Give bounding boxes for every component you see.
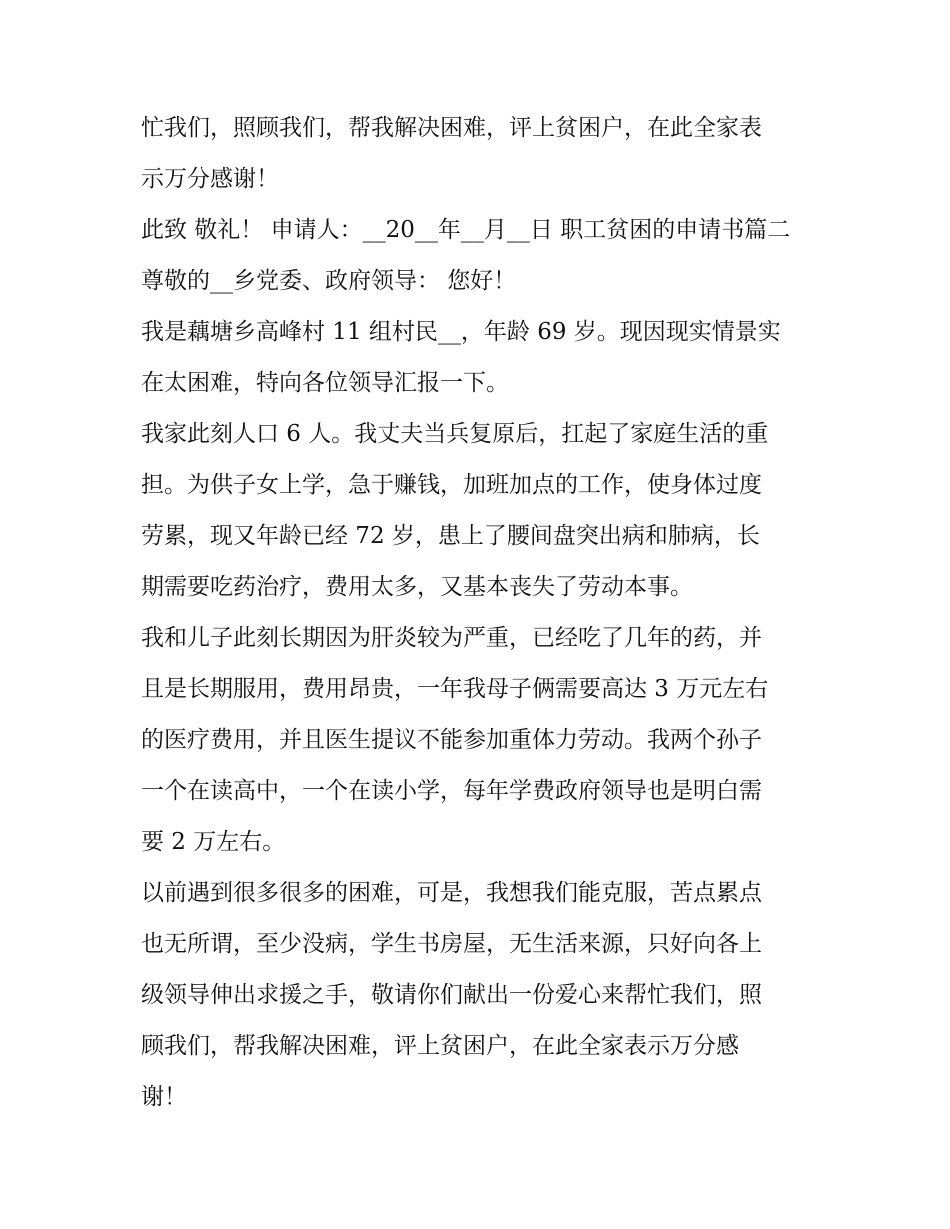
text-line: 示万分感谢！ [141, 166, 279, 192]
document-body [141, 103, 813, 1123]
text-line: 要 2 万左右。 [141, 829, 286, 855]
text-line: 此致 敬礼！ 申请人：__20__年__月__日 职工贫困的申请书篇二 [141, 217, 791, 243]
text-line: 期需要吃药治疗，费用太多，又基本丧失了劳动本事。 [141, 574, 693, 600]
text-line: 也无所谓，至少没病，学生书房屋，无生活来源，只好向各上 [141, 931, 762, 957]
text-line: 我是藕塘乡高峰村 11 组村民__，年龄 69 岁。现因现实情景实 [141, 319, 781, 345]
text-line: 顾我们，帮我解决困难，评上贫困户，在此全家表示万分感 [141, 1033, 739, 1059]
text-line: 一个在读高中，一个在读小学，每年学费政府领导也是明白需 [141, 778, 762, 804]
text-line: 谢！ [141, 1084, 187, 1110]
text-line: 我家此刻人口 6 人。我丈夫当兵复原后，扛起了家庭生活的重 [141, 421, 769, 447]
text-line: 的医疗费用，并且医生提议不能参加重体力劳动。我两个孙子 [141, 727, 762, 753]
text-line: 担。为供子女上学，急于赚钱，加班加点的工作，使身体过度 [141, 472, 762, 498]
text-line: 在太困难，特向各位领导汇报一下。 [141, 370, 509, 396]
text-line: 级领导伸出求援之手，敬请你们献出一份爱心来帮忙我们，照 [141, 982, 762, 1008]
text-line: 忙我们，照顾我们，帮我解决困难，评上贫困户，在此全家表 [141, 115, 762, 141]
text-line: 我和儿子此刻长期因为肝炎较为严重，已经吃了几年的药，并 [141, 625, 762, 651]
text-line: 劳累，现又年龄已经 72 岁，患上了腰间盘突出病和肺病，长 [141, 523, 760, 549]
text-line: 以前遇到很多很多的困难，可是，我想我们能克服，苦点累点 [141, 880, 762, 906]
text-line: 尊敬的__乡党委、政府领导： 您好！ [141, 268, 517, 294]
text-line: 且是长期服用，费用昂贵，一年我母子俩需要高达 3 万元左右 [141, 676, 769, 702]
